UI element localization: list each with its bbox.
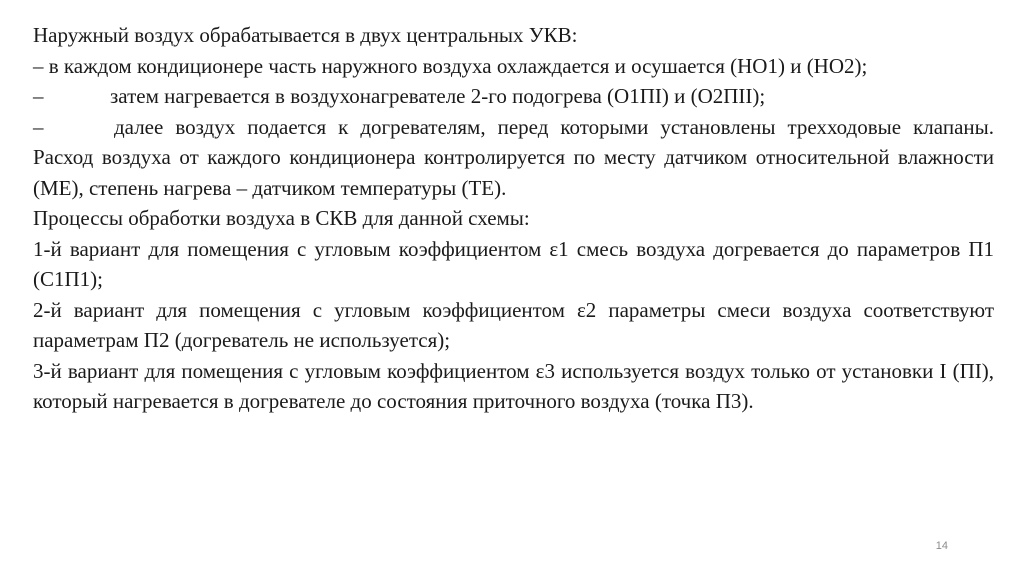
paragraph-variant-2: 2-й вариант для помещения с угловым коэффициентом ε2 параметры смеси воздуха соответствуют параметрам П2 (догреватель не используется);: [33, 297, 994, 352]
paragraph-reheaters-text: далее воздух подается к догревателям, перед которыми установлены трехходовые клапаны. Расход воздуха от каждого кондиционера контролируется по месту датчиком относительной влажности (МЕ), степень нагрева – датчиком температуры (ТЕ).: [33, 114, 994, 200]
paragraph-heating: [33, 81, 994, 112]
page-number: 14: [935, 540, 948, 552]
paragraph-heating-text: затем нагревается в воздухонагревателе 2-го подогрева (О1ПI) и (О2ПII);: [110, 84, 766, 108]
paragraph-processes-heading: Процессы обработки воздуха в СКВ для данной схемы:: [33, 206, 530, 230]
paragraph-cooling: – в каждом кондиционере часть наружного воздуха охлаждается и осушается (НО1) и (НО2);: [33, 53, 868, 78]
bullet-dash: –: [33, 84, 44, 108]
paragraph-variant-1: 1-й вариант для помещения с угловым коэффициентом ε1 смесь воздуха догревается до параметров П1 (С1П1);: [33, 236, 994, 291]
paragraph-reheaters: [33, 112, 994, 204]
bullet-dash: –: [33, 114, 44, 139]
paragraph-variant-3: 3-й вариант для помещения с угловым коэффициентом ε3 используется воздух только от установки I (ПI), который нагревается в догревателе до состояния приточного воздуха (точка П3).: [33, 358, 994, 413]
paragraph-intro: Наружный воздух обрабатывается в двух центральных УКВ:: [33, 23, 578, 47]
slide-body: [33, 20, 994, 417]
